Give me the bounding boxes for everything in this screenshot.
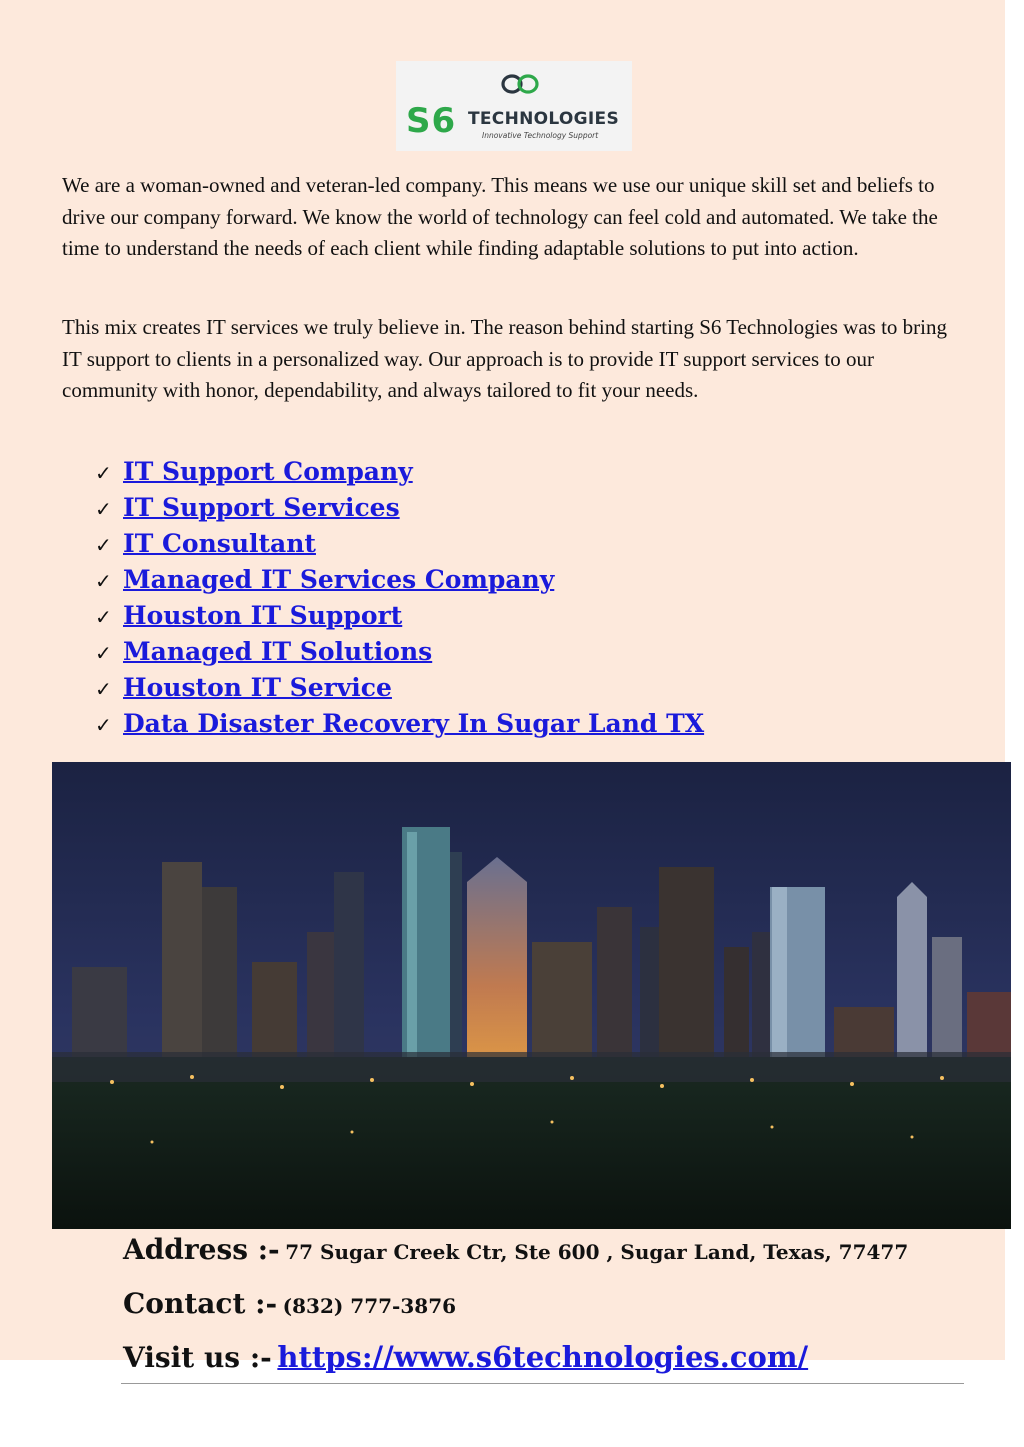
checkmark-icon: ✓: [95, 533, 112, 557]
link-data-disaster-recovery[interactable]: Data Disaster Recovery In Sugar Land TX: [123, 709, 705, 738]
checkmark-icon: ✓: [95, 605, 112, 629]
logo-tagline: Innovative Technology Support: [482, 131, 599, 140]
address-label: Address :-: [123, 1233, 280, 1266]
link-it-support-services[interactable]: IT Support Services: [123, 493, 400, 522]
company-logo: [396, 61, 632, 151]
checkmark-icon: ✓: [95, 569, 112, 593]
list-item: [95, 598, 704, 634]
link-managed-it-solutions[interactable]: Managed IT Solutions: [123, 637, 433, 666]
checkmark-icon: ✓: [95, 461, 112, 485]
link-managed-it-services-company[interactable]: Managed IT Services Company: [123, 565, 555, 594]
logo-brand-name: TECHNOLOGIES: [468, 109, 620, 129]
mission-paragraph: This mix creates IT services we truly believe in. The reason behind starting S6 Technologies was to bring IT support to clients in a personalized way. Our approach is to provide IT support services to our community with honor, dependability, and always tailored to fit your needs.: [62, 315, 947, 402]
link-houston-it-service[interactable]: Houston IT Service: [123, 673, 392, 702]
footer-divider: [121, 1383, 964, 1384]
visit-label: Visit us :-: [123, 1341, 272, 1374]
list-item: [95, 454, 704, 490]
list-item: [95, 706, 704, 742]
visit-line: [123, 1340, 808, 1374]
intro-paragraph: We are a woman-owned and veteran-led company. This means we use our unique skill set and beliefs to drive our company forward. We know the world of technology can feel cold and automated. We take the time to understand the needs of each client while finding adaptable solutions to put into action.: [62, 173, 938, 260]
list-item: [95, 526, 704, 562]
contact-phone: (832) 777-3876: [282, 1294, 457, 1318]
checkmark-icon: ✓: [95, 713, 112, 737]
infinity-logo-icon: [500, 71, 540, 97]
checkmark-icon: ✓: [95, 641, 112, 665]
contact-label: Contact :-: [123, 1287, 278, 1320]
list-item: [95, 562, 704, 598]
list-item: [95, 634, 704, 670]
logo-brand-s6: S6: [406, 101, 457, 141]
list-item: [95, 490, 704, 526]
link-it-support-company[interactable]: IT Support Company: [123, 457, 413, 486]
website-link[interactable]: https://www.s6technologies.com/: [277, 1340, 809, 1374]
service-links-list: [95, 454, 704, 742]
link-houston-it-support[interactable]: Houston IT Support: [123, 601, 403, 630]
contact-line: [123, 1287, 456, 1320]
address-line: [123, 1233, 908, 1266]
list-item: [95, 670, 704, 706]
houston-skyline-image: [52, 762, 1011, 1229]
address-value: 77 Sugar Creek Ctr, Ste 600 , Sugar Land, Texas, 77477: [285, 1240, 909, 1264]
checkmark-icon: ✓: [95, 677, 112, 701]
checkmark-icon: ✓: [95, 497, 112, 521]
link-it-consultant[interactable]: IT Consultant: [123, 529, 316, 558]
